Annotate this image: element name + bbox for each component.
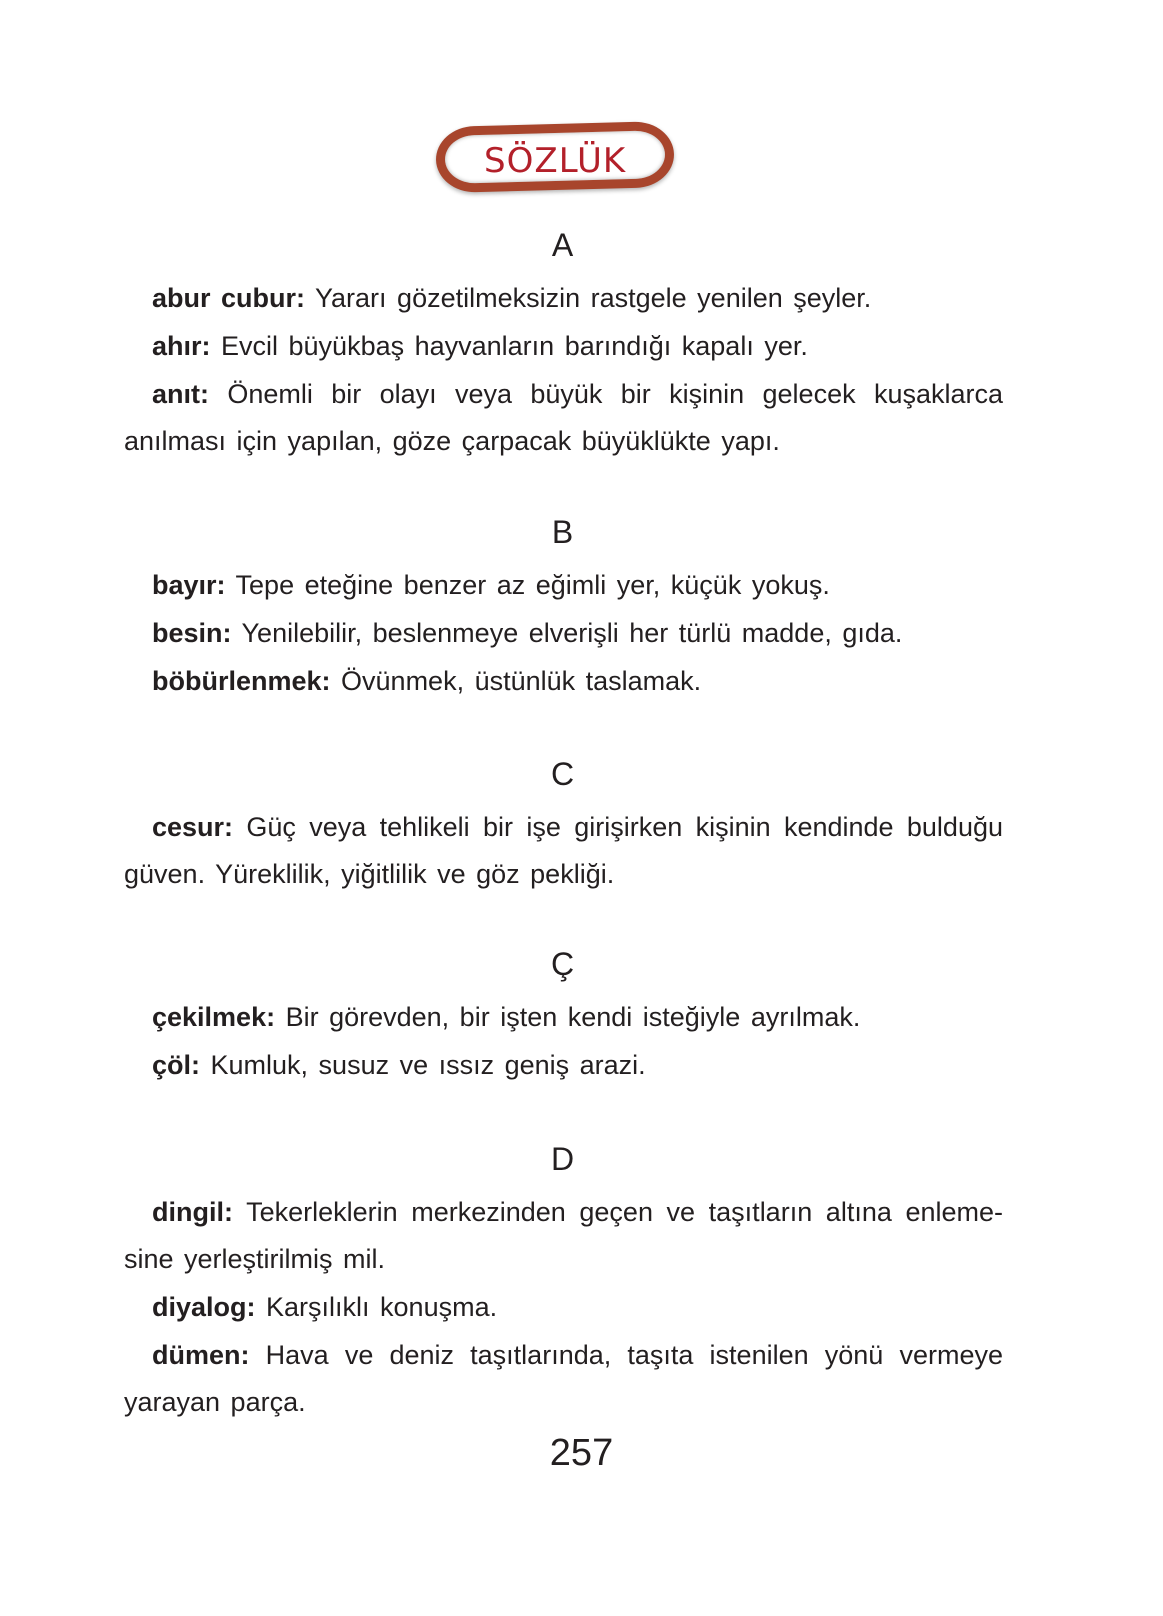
entry-term: diyalog: [152, 1292, 256, 1322]
entry-definition: Tekerleklerin merkezinden geçen ve taşıtların altına enleme- sine yerleştirilmiş mil. [124, 1197, 1003, 1274]
entry-term: ahır: [152, 331, 211, 361]
entry-term: bayır: [152, 570, 226, 600]
entry-term: dümen: [152, 1340, 250, 1370]
entry-definition: Yararı gözetilmeksizin rastgele yenilen şeyler. [305, 283, 872, 313]
entry-definition: Önemli bir olayı veya büyük bir kişinin gelecek kuşaklarca anılması için yapılan, göze çarpacak büyüklükte yapı. [124, 379, 1003, 456]
entry-definition: Kumluk, susuz ve ıssız geniş arazi. [200, 1050, 646, 1080]
entry-term: cesur: [152, 812, 234, 842]
entry-definition: Bir görevden, bir işten kendi isteğiyle ayrılmak. [275, 1002, 861, 1032]
section-letter: A [551, 227, 574, 263]
section-ç [124, 944, 1003, 1090]
dictionary-entry [124, 562, 1003, 609]
dictionary-entry [124, 610, 1003, 657]
section-letter: C [550, 756, 575, 792]
entry-term: böbürlenmek: [152, 666, 331, 696]
dictionary-entry [124, 275, 1003, 322]
dictionary-entry [124, 994, 1003, 1041]
dictionary-entry [124, 1284, 1003, 1331]
entry-definition: Evcil büyükbaş hayvanların barındığı kapalı yer. [210, 331, 808, 361]
section-a [124, 225, 1003, 466]
page-number: 257 [549, 1432, 614, 1474]
section-b [124, 512, 1003, 706]
dictionary-entry [124, 323, 1003, 370]
entry-term: dingil: [152, 1197, 233, 1227]
entry-definition: Tepe eteğine benzer az eğimli yer, küçük yokuş. [225, 570, 830, 600]
section-letter: D [550, 1141, 575, 1177]
section-letter: B [551, 514, 574, 550]
dictionary-entry [124, 371, 1003, 465]
entry-term: çöl: [152, 1050, 201, 1080]
entry-term: abur cubur: [152, 283, 306, 313]
entry-definition: Yenilebilir, beslenmeye elverişli her türlü madde, gıda. [231, 618, 903, 648]
dictionary-entry [124, 1042, 1003, 1089]
title-badge [435, 121, 675, 193]
dictionary-entry [124, 658, 1003, 705]
entry-term: besin: [152, 618, 232, 648]
entry-term: anıt: [152, 379, 209, 409]
section-letter: Ç [550, 946, 575, 982]
dictionary-entry [124, 804, 1003, 898]
entry-definition: Karşılıklı konuşma. [255, 1292, 498, 1322]
section-d [124, 1139, 1003, 1427]
dictionary-entry [124, 1189, 1003, 1283]
entry-definition: Güç veya tehlikeli bir işe girişirken kişinin kendinde bulduğu güven. Yüreklilik, yiğitlilik ve göz pekliği. [124, 812, 1003, 889]
entry-definition: Övünmek, üstünlük taslamak. [330, 666, 702, 696]
entry-term: çekilmek: [152, 1002, 276, 1032]
section-c [124, 754, 1003, 899]
entry-definition: Hava ve deniz taşıtlarında, taşıta istenilen yönü vermeye yarayan parça. [124, 1340, 1003, 1417]
page-title: SÖZLÜK [484, 140, 627, 181]
dictionary-entry [124, 1332, 1003, 1426]
